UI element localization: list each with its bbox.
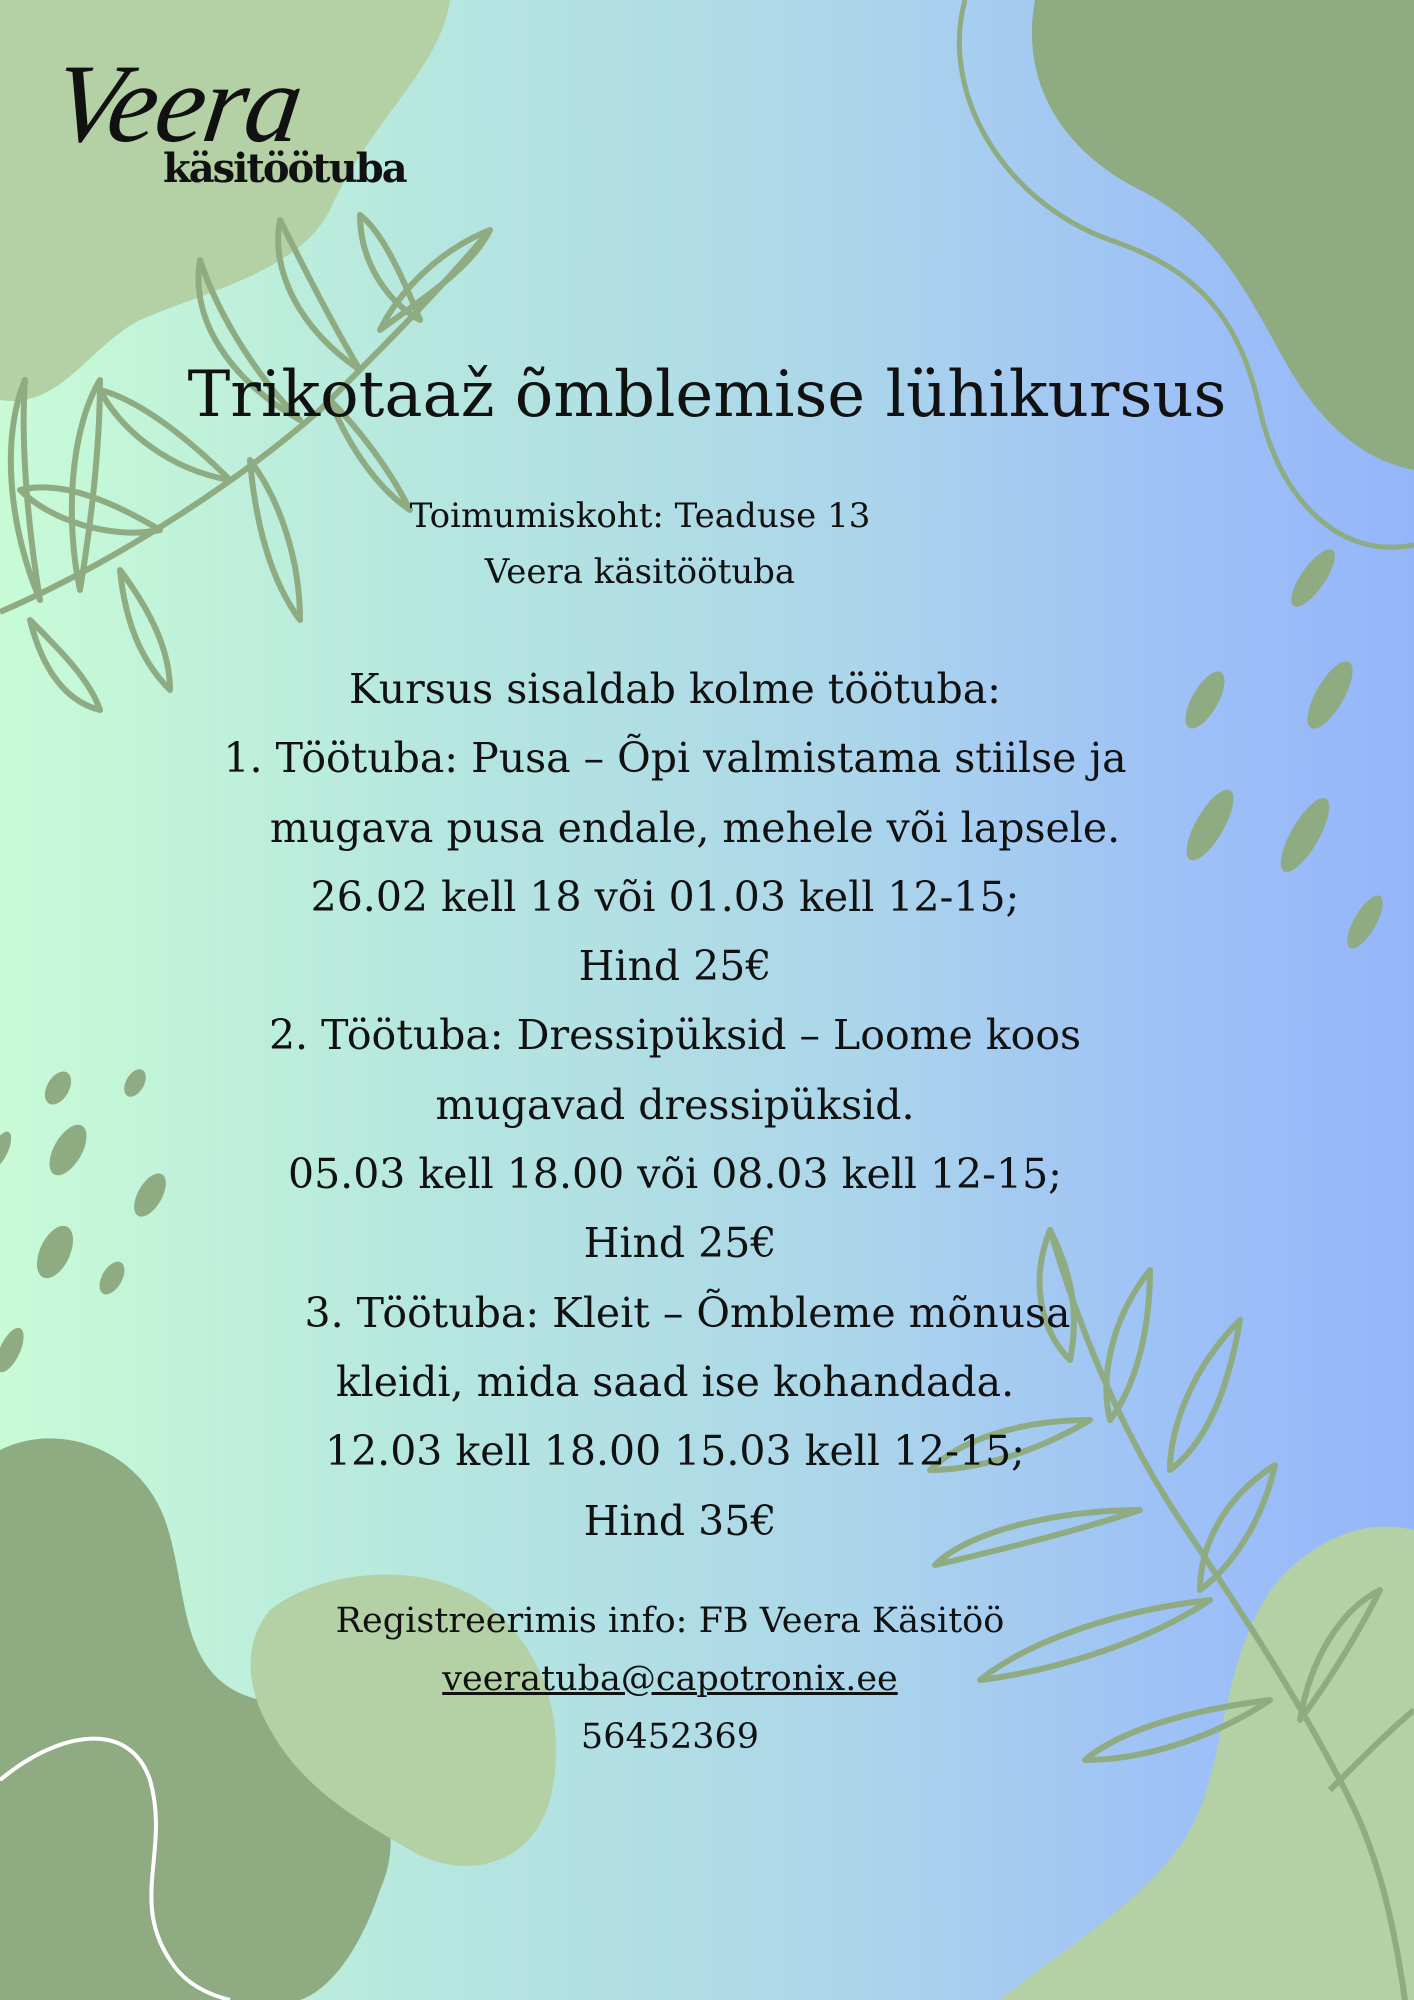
contact-info [270,1592,1070,1766]
workshop-2-description: mugavad dressipüksid. [435,1080,915,1129]
workshop-2-price: Hind 25€ [583,1219,777,1268]
registration-info: Registreerimis info: FB Veera Käsitöö [335,1601,1005,1641]
course-details [200,655,1150,1556]
logo-subtitle: käsitöötuba [163,145,406,192]
course-intro: Kursus sisaldab kolme töötuba: [348,665,1002,713]
logo [46,40,415,200]
workshop-3-price: Hind 35€ [583,1496,777,1545]
email-link[interactable]: veeratuba@capotronix.ee [442,1659,898,1699]
workshop-1-title: 1. Töötuba: Pusa – Õpi valmistama stiilse ja [223,734,1127,783]
workshop-2-title: 2. Töötuba: Dressipüksid – Loome koos [268,1011,1082,1060]
phone-number: 56452369 [580,1717,760,1757]
workshop-1-description: mugava pusa endale, mehele või lapsele. [269,803,1121,852]
workshop-1-dates: 26.02 kell 18 või 01.03 kell 12-15; [310,872,1020,921]
workshop-3-dates: 12.03 kell 18.00 15.03 kell 12-15; [325,1427,1025,1476]
logo-script-text: Veera [46,42,309,166]
workshop-3-title: 3. Töötuba: Kleit – Õmbleme mõnusa [304,1288,1071,1337]
workshop-2-dates: 05.03 kell 18.00 või 08.03 kell 12-15; [288,1150,1062,1199]
location-address: Toimumiskoht: Teaduse 13 [409,496,871,536]
location-venue: Veera käsitöötuba [484,552,796,592]
dots-right [1178,543,1390,953]
page-title: Trikotaaž õmblemise lühikursus [187,358,1227,432]
location-info [400,488,880,600]
dots-left [0,1066,172,1376]
workshop-3-description: kleidi, mida saad ise kohandada. [335,1357,1015,1406]
workshop-1-price: Hind 25€ [578,942,772,991]
